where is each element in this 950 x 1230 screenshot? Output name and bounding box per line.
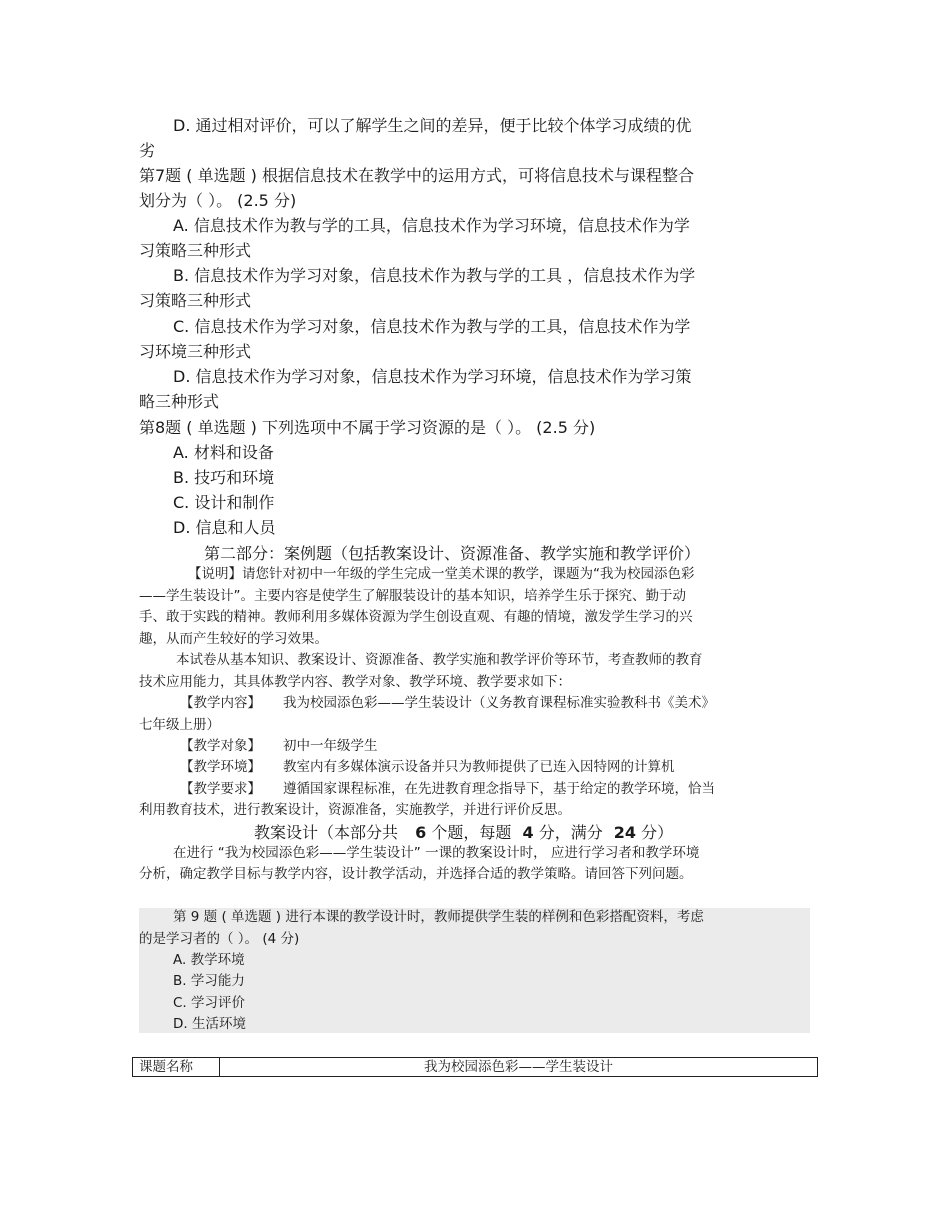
q8-stem: 第8题 ( 单选题 ) 下列选项中不属于学习资源的是（ ）。 (2.5 分) (139, 418, 596, 437)
q8-option-b: B. 技巧和环境 (173, 468, 275, 487)
q7-option-a-line2: 习策略三种形式 (139, 241, 252, 260)
part2-note-line1: 【说明】请您针对初中一年级的学生完成一堂美术课的教学，课题为“我为校园添色彩 (188, 566, 695, 582)
q9-stem-line2: 的是学习者的（ ）。 (4 分) (139, 931, 300, 947)
q9-option-a: A. 教学环境 (173, 952, 245, 968)
design-heading-post: 分） (641, 823, 674, 842)
design-intro-line1: 在进行 “我为校园添色彩——学生装设计” 一课的教案设计时， 应进行学习者和教学环境 (173, 845, 700, 861)
q8-option-c: C. 设计和制作 (173, 493, 275, 512)
q6-option-d-line2: 劣 (139, 141, 156, 160)
q7-option-b-line2: 习策略三种形式 (139, 291, 252, 310)
design-intro-line2: 分析，确定教学目标与教学内容，设计教学活动，并选择合适的教学策略。请回答下列问题。 (139, 866, 693, 882)
part2-note-line3: 手、敢于实践的精神。教师利用多媒体资源为学生创设直观、有趣的情境，激发学生学习的兴 (139, 609, 693, 625)
design-heading-pre: 教案设计（本部分共 (254, 823, 399, 842)
course-table (132, 1057, 818, 1077)
q9-option-d: D. 生活环境 (173, 1016, 246, 1032)
q7-option-c-line1: C. 信息技术作为学习对象，信息技术作为教与学的工具，信息技术作为学 (173, 317, 691, 336)
q9-option-c: C. 学习评价 (173, 995, 246, 1011)
q7-stem-line2: 划分为（ ）。 (2.5 分) (139, 191, 297, 210)
part2-intro-line2: 技术应用能力，其具体教学内容、教学对象、教学环境、教学要求如下： (139, 674, 571, 690)
teaching-env-label: 【教学环境】 (180, 759, 261, 775)
q6-option-d-line1: D. 通过相对评价，可以了解学生之间的差异，便于比较个体学习成绩的优 (173, 116, 692, 135)
design-total: 24 (613, 823, 637, 842)
part2-note-line2: ——学生装设计”。主要内容是使学生了解服装设计的基本知识，培养学生乐于探究、勤于动 (139, 588, 686, 604)
teaching-content-line1: 我为校园添色彩——学生装设计（义务教育课程标准实验教科书《美术》 (283, 695, 715, 711)
course-name-label: 课题名称 (133, 1058, 220, 1077)
design-heading-mid2: 分，满分 (538, 823, 603, 842)
teaching-content-label: 【教学内容】 (180, 695, 261, 711)
teaching-object-label: 【教学对象】 (180, 738, 261, 754)
part2-heading: 第二部分：案例题（包括教案设计、资源准备、教学实施和教学评价） (204, 544, 701, 563)
course-name-value: 我为校园添色彩——学生装设计 (220, 1058, 818, 1077)
q7-option-b-line1: B. 信息技术作为学习对象，信息技术作为教与学的工具 ，信息技术作为学 (173, 266, 696, 285)
teaching-req-line2: 利用教育技术，进行教案设计，资源准备，实施教学，并进行评价反思。 (139, 802, 571, 818)
table-row (133, 1058, 818, 1077)
teaching-req-line1: 遵循国家课程标准，在先进教育理念指导下，基于给定的教学环境，恰当 (283, 781, 715, 797)
q8-option-d: D. 信息和人员 (173, 518, 276, 537)
teaching-env-value: 教室内有多媒体演示设备并只为教师提供了已连入因特网的计算机 (283, 759, 675, 775)
teaching-content-line2: 七年级上册） (139, 717, 220, 733)
q7-option-d-line2: 略三种形式 (139, 392, 220, 411)
teaching-req-label: 【教学要求】 (180, 781, 261, 797)
q8-option-a: A. 材料和设备 (173, 443, 274, 462)
part2-note-line4: 趣，从而产生较好的学习效果。 (139, 631, 328, 647)
design-heading (254, 825, 673, 841)
design-each: 4 (522, 823, 534, 842)
q9-stem-line1: 第 9 题 ( 单选题 ) 进行本课的教学设计时，教师提供学生装的样例和色彩搭配资料，考虑 (173, 909, 704, 925)
q9-option-b: B. 学习能力 (173, 973, 245, 989)
q7-option-a-line1: A. 信息技术作为教与学的工具，信息技术作为学习环境，信息技术作为学 (173, 216, 690, 235)
part2-intro-line1: 本试卷从基本知识、教案设计、资源准备、教学实施和教学评价等环节，考查教师的教育 (176, 652, 703, 668)
design-count: 6 (415, 823, 427, 842)
design-heading-mid1: 个题，每题 (431, 823, 512, 842)
q7-option-c-line2: 习环境三种形式 (139, 342, 252, 361)
q7-stem-line1: 第7题 ( 单选题 ) 根据信息技术在教学中的运用方式，可将信息技术与课程整合 (139, 166, 695, 185)
q9-highlight-box (139, 908, 810, 1033)
teaching-object-value: 初中一年级学生 (283, 738, 378, 754)
q7-option-d-line1: D. 信息技术作为学习对象，信息技术作为学习环境，信息技术作为学习策 (173, 367, 692, 386)
